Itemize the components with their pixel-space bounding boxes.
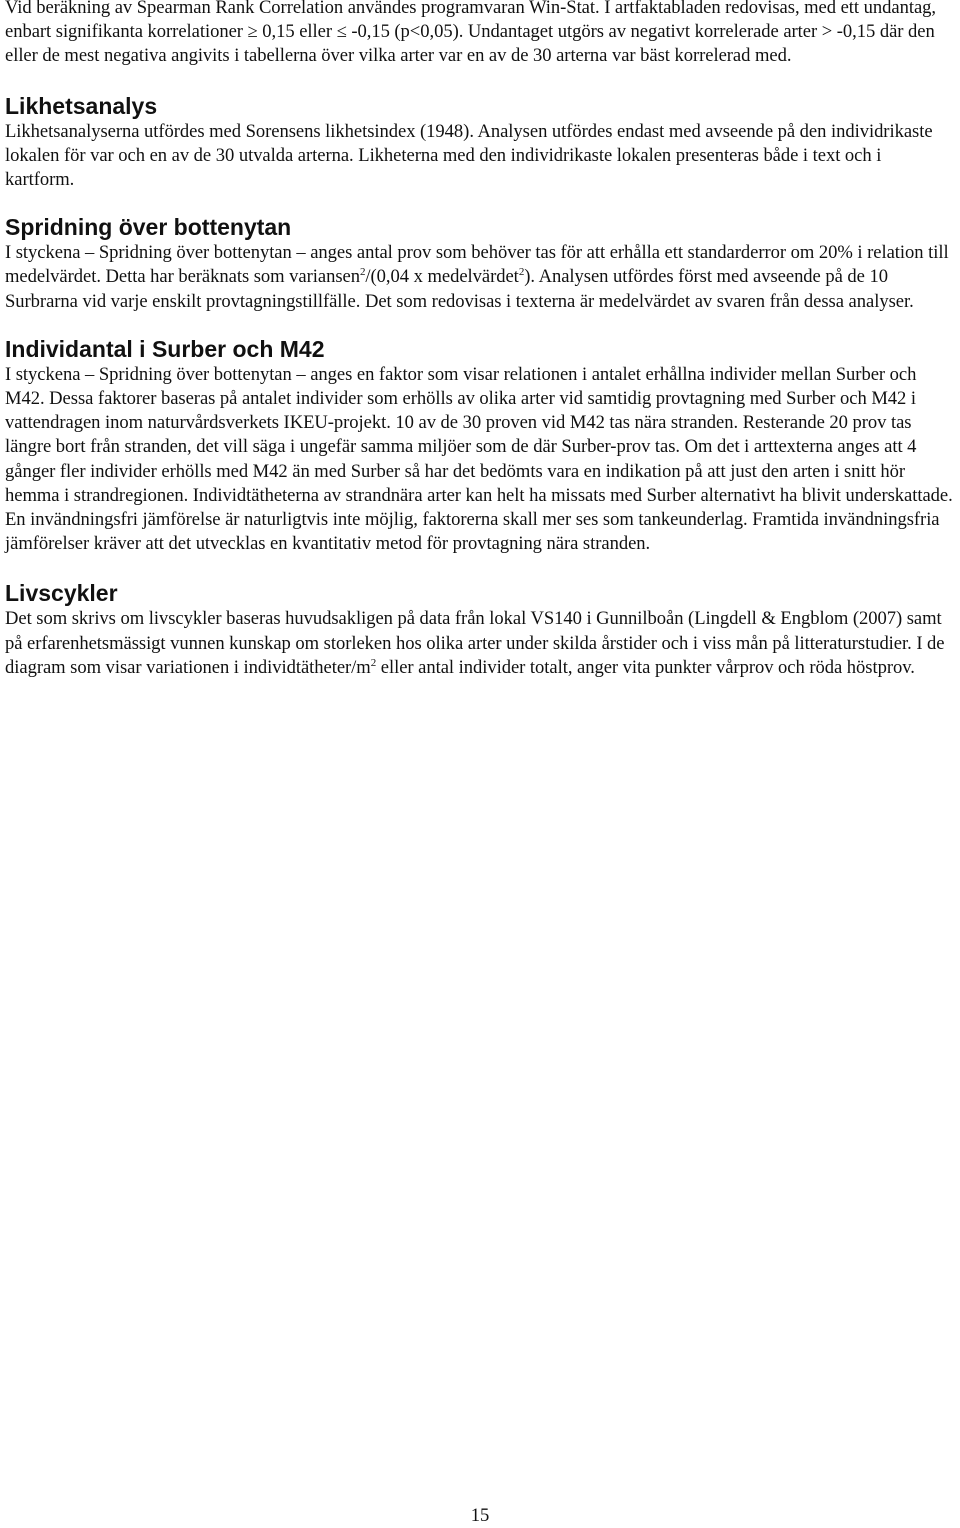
individantal-paragraph: I styckena – Spridning över bottenytan – anges en faktor som visar relationen i antalet erhållna individer mellan Surber och M42. Dessa faktorer baseras på antalet individer som erhölls av olika arter vid samtidig provtagning med Surber och M42 i vattendragen inom naturvårdsverkets IKEU-projekt. 10 av de 30 proven vid M42 tas nära stranden. Resterande 20 prov tas längre bort från stranden, det vill säga i ungefär samma miljöer som de där Surber-prov tas. Om det i arttexterna anges att 4 gånger fler individer erhölls med M42 än med Surber så har det bedömts vara en indikation på att just den arten i snitt hör hemma i strandregionen. Individtätheterna av strandnära arter kan helt ha missats med Surber alternativt ha blivit underskattade. En invändningsfri jämförelse är naturligtvis inte möjlig, faktorerna skall mer ses som tankeunderlag. Framtida invändningsfria jämförelser kräver att det utvecklas en kvantitativ metod för provtagning nära stranden. bbox=[5, 363, 953, 555]
page-number: 15 bbox=[470, 1505, 490, 1526]
section-heading-spridning: Spridning över bottenytan bbox=[5, 214, 292, 241]
section-heading-individantal: Individantal i Surber och M42 bbox=[5, 335, 325, 362]
intro-paragraph: Vid beräkning av Spearman Rank Correlation användes programvaran Win-Stat. I artfaktabladen redovisas, med ett undantag, enbart signifikanta korrelationer ≥ 0,15 eller ≤ -0,15 (p<0,05). Undantaget utgörs av negativt korrelerade arter > -0,15 där den eller de mest negativa angivits i tabellerna över vilka arter var en av de 30 arterna var bäst korrelerad med. bbox=[5, 0, 936, 67]
livscykler-text-part1: Det som skrivs om livscykler baseras huvudsakligen på data från lokal VS140 i Gunnilboån (Lingdell & Engblom (2007) samt på erfarenhetsmässigt vunnen kunskap om storleken hos olika arter under skilda årstider och i viss mån på litteraturstudier. I de diagram som visar variationen i individtätheter/m bbox=[5, 608, 945, 678]
spridning-text-part3: ). Analysen utfördes först med avseende på de 10 Surbrarna vid varje enskilt provtagningstillfälle. Det som redovisas i texterna är medelvärdet av svaren från dessa analyser. bbox=[5, 266, 914, 312]
document-page bbox=[5, 0, 955, 680]
section-spridning bbox=[5, 214, 955, 314]
likhetsanalys-paragraph: Likhetsanalyserna utfördes med Sorensens likhetsindex (1948). Analysen utfördes endast med avseende på den individrikaste lokalen för var och en av de 30 utvalda arterna. Likheterna med den individrikaste lokalen presenteras både i text och i kartform. bbox=[5, 120, 933, 191]
superscript-squared: 2 bbox=[518, 266, 525, 279]
spridning-paragraph bbox=[5, 241, 955, 314]
section-livscykler bbox=[5, 580, 955, 680]
superscript-squared: 2 bbox=[370, 656, 377, 669]
section-individantal bbox=[5, 336, 955, 557]
spridning-text-part2: /(0,04 x medelvärdet bbox=[365, 266, 519, 288]
section-heading-likhetsanalys: Likhetsanalys bbox=[5, 92, 158, 119]
section-likhetsanalys bbox=[5, 93, 955, 193]
superscript-squared: 2 bbox=[359, 266, 366, 279]
livscykler-paragraph bbox=[5, 607, 955, 680]
section-heading-livscykler: Livscykler bbox=[5, 580, 118, 607]
livscykler-text-part2: eller antal individer totalt, anger vita punkter vårprov och röda höstprov. bbox=[376, 656, 915, 678]
spridning-text-part1: I styckena – Spridning över bottenytan – anges antal prov som behöver tas för att erhålla ett standarderror om 20% i relation till medelvärdet. Detta har beräknats som variansen bbox=[5, 242, 949, 288]
